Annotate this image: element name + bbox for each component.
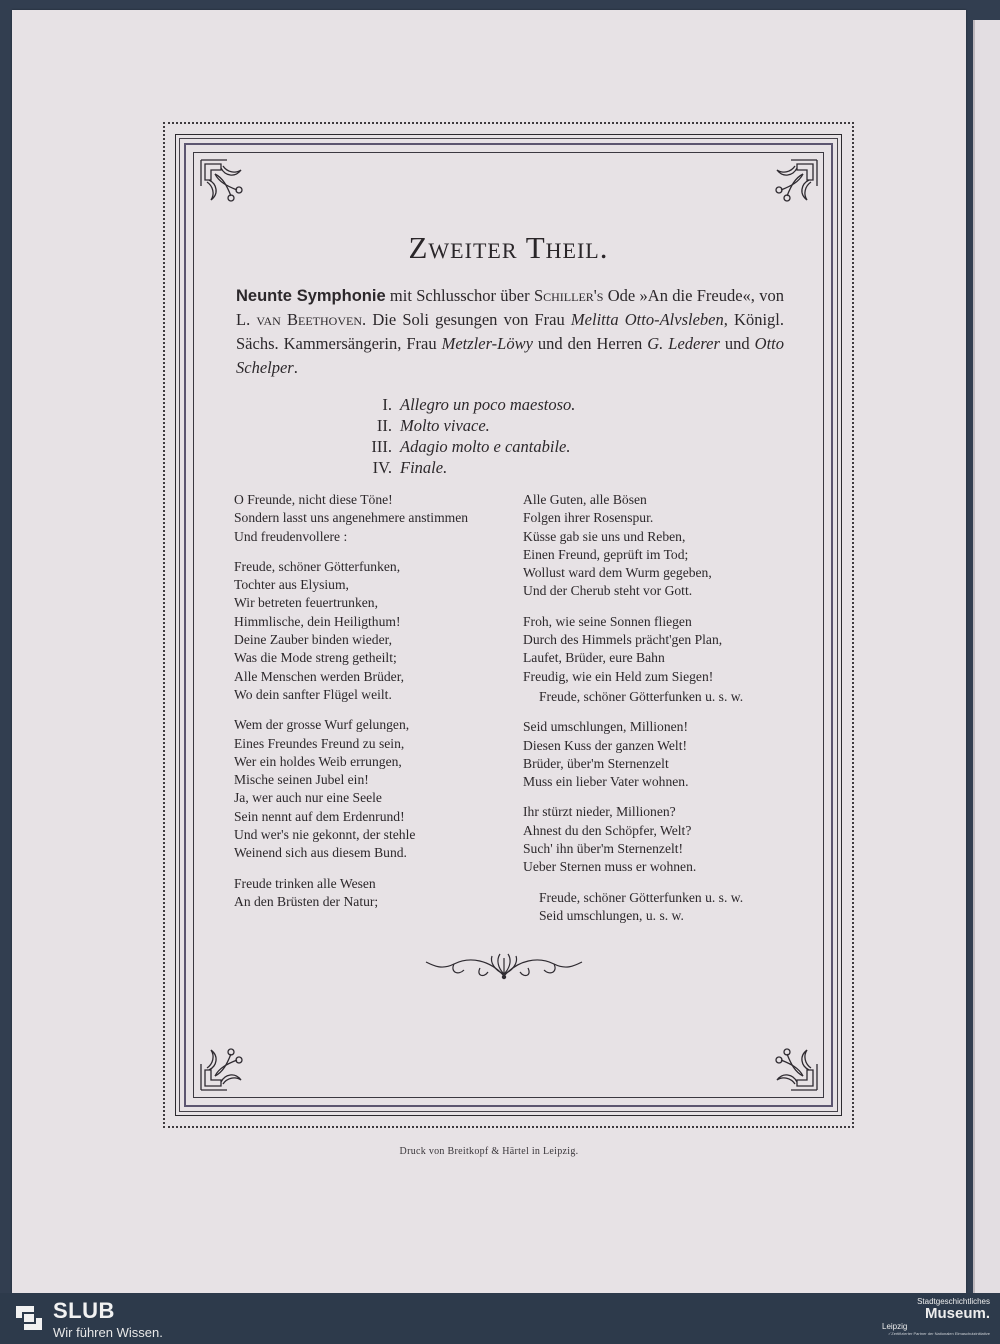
movement-number: II. (376, 416, 392, 435)
stanza (234, 558, 509, 704)
verse-line: Such' ihn über'm Sternenzelt! (523, 841, 684, 857)
stanza (523, 718, 813, 791)
verse-line: Und freudenvollere : (234, 528, 348, 544)
museum-prefix: Stadtgeschichtliches (917, 1297, 990, 1306)
page-title (193, 230, 824, 266)
verse-line: Brüder, über'm Sternenzelt (523, 755, 669, 771)
verse-line: Diesen Kuss der ganzen Welt! (523, 737, 687, 753)
intro-text-4: , Königl. Sächs. Kammersängerin, Frau (236, 310, 784, 353)
refrain-line: Freude, schöner Götterfunken u. s. w. (539, 688, 744, 704)
verse-line: Wollust ward dem Wurm gegeben, (523, 565, 712, 581)
verse-line: Seid umschlungen, Millionen! (523, 719, 688, 735)
movement-item (340, 394, 660, 415)
work-title: Neunte Symphonie (236, 287, 386, 305)
movement-name: Allegro un poco maestoso. (400, 395, 576, 414)
intro-text-1: mit Schlusschor über (385, 286, 534, 305)
verse-line: Deine Zauber binden wieder, (234, 632, 392, 648)
verse-line: Sondern lasst uns angenehmere anstimmen (234, 510, 469, 526)
composer-name: van Beethoven. (256, 310, 367, 329)
stanza (234, 875, 509, 912)
verse-line: Mische seinen Jubel ein! (234, 772, 369, 788)
verse-line: Alle Menschen werden Brüder, (234, 668, 405, 684)
museum-logo[interactable] (860, 1297, 990, 1337)
verse-line: Wir betreten feuertrunken, (234, 595, 379, 611)
movement-number: IV. (372, 458, 392, 477)
movement-name: Finale. (400, 458, 448, 477)
intro-text-7: . (293, 358, 298, 377)
verse-line: Freude, schöner Götterfunken, (234, 558, 401, 574)
verse-line: Sein nennt auf dem Erdenrund! (234, 808, 405, 824)
verse-line: Eines Freundes Freund zu sein, (234, 735, 405, 751)
soloist-1: Melitta Otto-Alvsleben (570, 310, 724, 329)
verse-line: Freudig, wie ein Held zum Siegen! (523, 668, 714, 684)
slub-logo-icon[interactable] (14, 1302, 44, 1334)
soloist-4: Otto Schelper (236, 334, 785, 377)
verse-line: Ja, wer auch nur eine Seele (234, 790, 382, 806)
stanza (523, 491, 813, 601)
intro-text-3: Die Soli gesungen von Frau (366, 310, 571, 329)
verse-line: Alle Guten, alle Bösen (523, 492, 647, 507)
palmette-ornament-icon (420, 950, 588, 982)
intro-text-6: und (719, 334, 755, 353)
title-initial-z: Z (408, 230, 429, 265)
verse-line: Tochter aus Elysium, (234, 577, 349, 593)
verse-line: Weinend sich aus diesem Bund. (234, 845, 407, 861)
corner-ornament-icon (197, 156, 251, 210)
title-word-heil: heil. (545, 230, 609, 265)
verse-line: Laufet, Brüder, eure Bahn (523, 650, 665, 666)
verse-line: Küsse gab sie uns und Reben, (523, 528, 686, 544)
printer-imprint: Druck von Breitkopf & Härtel in Leipzig. (399, 1146, 579, 1157)
stanza (234, 716, 509, 862)
verse-line: Wo dein sanfter Flügel weilt. (234, 686, 392, 702)
verse-line: Froh, wie seine Sonnen fliegen (523, 613, 692, 629)
movement-item (340, 436, 660, 457)
movement-item (340, 457, 660, 478)
stanza (523, 613, 813, 706)
verse-line: Ueber Sternen muss er wohnen. (523, 859, 697, 875)
stanza (234, 491, 509, 546)
movement-number: I. (382, 395, 392, 414)
verse-line: Himmlische, dein Heiligthum! (234, 613, 401, 629)
corner-ornament-icon (767, 1040, 821, 1094)
soloist-3: G. Lederer (647, 334, 720, 353)
museum-certification: ✓Zertifizierter Partner der Nationalen Elmaschutzinitiative (887, 1331, 990, 1336)
poet-name: Schiller's (533, 286, 604, 305)
verse-line: Wer ein holdes Weib errungen, (234, 753, 402, 769)
verse-line: Ihr stürzt nieder, Millionen? (523, 804, 676, 820)
verse-line: Was die Mode streng getheilt; (234, 650, 397, 666)
slub-slogan: Wir führen Wissen. (53, 1325, 163, 1340)
movement-name: Molto vivace. (400, 416, 490, 435)
verse-line: Wem der grosse Wurf gelungen, (234, 717, 410, 733)
verse-line: Einen Freund, geprüft im Tod; (523, 546, 689, 562)
lyrics-left-column (234, 491, 509, 923)
corner-ornament-icon (767, 156, 821, 210)
verse-line: Freude trinken alle Wesen (234, 875, 376, 891)
work-description (236, 284, 784, 380)
movement-number: III. (371, 437, 392, 456)
verse-line: Folgen ihrer Rosenspur. (523, 510, 654, 526)
next-page-edge (973, 20, 1000, 1293)
verse-line: An den Brüsten der Natur; (234, 893, 379, 909)
intro-text-2: Ode »An die Freude«, von L. (236, 286, 784, 329)
verse-line: Ahnest du den Schöpfer, Welt? (523, 822, 692, 838)
verse-line: Und wer's nie gekonnt, der stehle (234, 827, 416, 843)
stanza (523, 889, 813, 926)
movement-name: Adagio molto e cantabile. (400, 437, 571, 456)
title-initial-t: T (525, 230, 546, 265)
stanza (523, 803, 813, 876)
verse-line: Und der Cherub steht vor Gott. (523, 583, 693, 599)
title-word-weiter: weiter (428, 230, 518, 265)
refrain-line: Seid umschlungen, u. s. w. (539, 907, 684, 923)
corner-ornament-icon (197, 1040, 251, 1094)
verse-line: O Freunde, nicht diese Töne! (234, 492, 393, 507)
refrain-line: Freude, schöner Götterfunken u. s. w. (539, 889, 744, 905)
movement-item (340, 415, 660, 436)
slub-name[interactable]: SLUB (53, 1298, 115, 1323)
museum-city: Leipzig (882, 1322, 908, 1331)
intro-text-5: und den Herren (532, 334, 648, 353)
soloist-2: Metzler-Löwy (441, 334, 533, 353)
verse-line: Durch des Himmels prächt'gen Plan, (523, 632, 723, 648)
verse-line: Muss ein lieber Vater wohnen. (523, 774, 689, 790)
lyrics-right-column (523, 491, 813, 937)
museum-name: Museum. (924, 1305, 990, 1322)
movement-list (340, 394, 660, 478)
